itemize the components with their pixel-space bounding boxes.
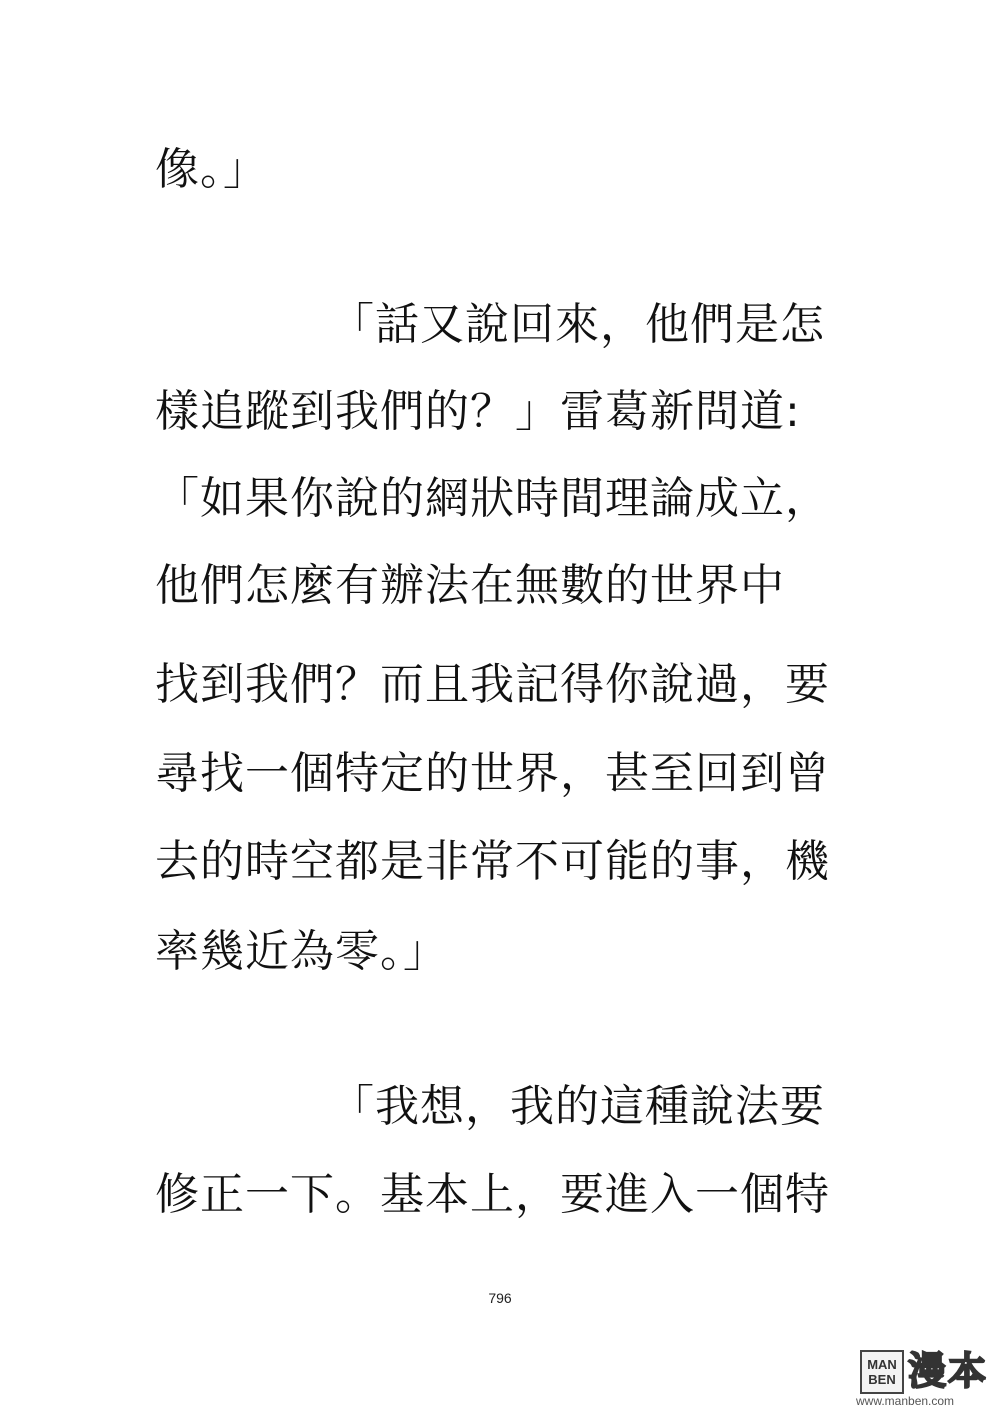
- text-line: 尋找一個特定的世界，甚至回到曾: [155, 748, 830, 799]
- text-line: 「話又說回來，他們是怎: [330, 299, 825, 350]
- text-line: 他們怎麼有辦法在無數的世界中: [155, 560, 785, 611]
- text-line: 樣追蹤到我們的？」雷葛新問道:: [155, 386, 801, 437]
- text-line: 率幾近為零。」: [155, 926, 448, 977]
- text-line: 像。」: [155, 144, 268, 195]
- watermark-url: www.manben.com: [856, 1394, 955, 1408]
- text-line: 去的時空都是非常不可能的事，機: [155, 836, 830, 887]
- manben-logo-icon: [860, 1350, 904, 1394]
- text-line: 「我想，我的這種說法要: [330, 1081, 825, 1132]
- text-line: 「如果你說的網狀時間理論成立，: [155, 473, 830, 524]
- logo-chinese-text: 漫本: [908, 1349, 989, 1393]
- text-line: 修正一下。基本上，要進入一個特: [155, 1169, 830, 1220]
- text-line: 找到我們？而且我記得你說過，要: [155, 659, 830, 710]
- logo-top-text: MAN: [867, 1357, 897, 1372]
- logo-bottom-text: BEN: [868, 1372, 896, 1387]
- watermark-logo: [852, 1346, 992, 1408]
- page-number: 796: [488, 1290, 512, 1306]
